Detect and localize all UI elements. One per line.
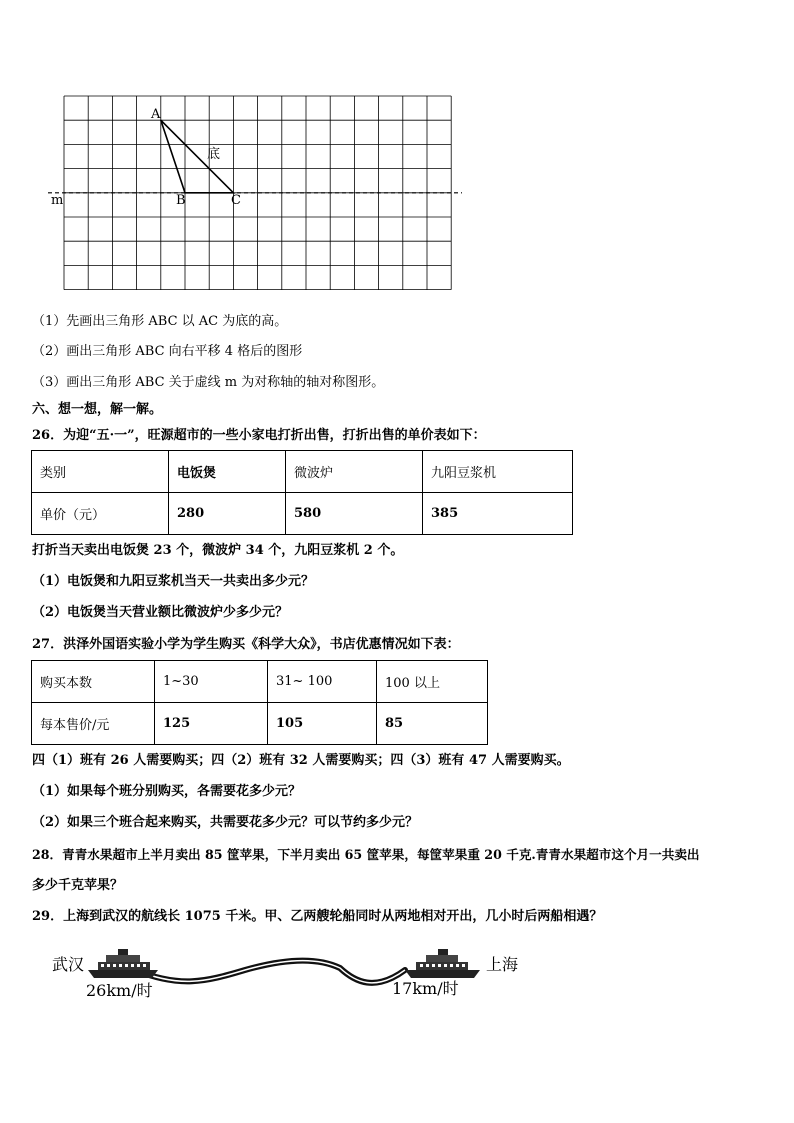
left-city-label: 武汉	[52, 955, 85, 974]
q28-line2: 多少千克苹果？	[32, 878, 124, 893]
table-cell: 85	[377, 703, 488, 745]
table-cell: 125	[155, 703, 268, 745]
q26-sub2: （2）电饭煲当天营业额比微波炉少多少元？	[32, 605, 289, 620]
grid-figure	[40, 90, 470, 295]
table-row	[32, 451, 573, 493]
table-cell: 微波炉	[286, 451, 423, 493]
table-cell: 385	[423, 493, 573, 535]
grid-svg	[40, 90, 470, 295]
ship-right-icon	[405, 949, 480, 978]
river-figure	[40, 940, 540, 1010]
table-cell: 九阳豆浆机	[423, 451, 573, 493]
instruction-1: （1）先画出三角形 ABC 以 AC 为底的高。	[32, 314, 288, 329]
table-cell: 类别	[32, 451, 169, 493]
instruction-2: （2）画出三角形 ABC 向右平移 4 格后的图形	[32, 344, 303, 359]
q27-discount-table	[31, 660, 488, 745]
table-cell: 每本售价/元	[32, 703, 155, 745]
q26-price-table	[31, 450, 573, 535]
label-base: 底	[207, 147, 221, 162]
q27-classes: 四（1）班有 26 人需要购买；四（2）班有 32 人需要购买；四（3）班有 47 人需要购买。	[32, 753, 570, 768]
table-row	[32, 661, 488, 703]
table-cell: 100 以上	[377, 661, 488, 703]
left-speed-label: 26km/时	[86, 981, 153, 1000]
instruction-3: （3）画出三角形 ABC 关于虚线 m 为对称轴的轴对称图形。	[32, 375, 385, 390]
label-point-a: A	[151, 107, 161, 122]
label-line-m: m	[51, 193, 64, 208]
table-cell: 580	[286, 493, 423, 535]
q27-sub2: （2）如果三个班合起来购买，共需要花多少元？可以节约多少元？	[32, 815, 419, 830]
table-cell: 单价（元）	[32, 493, 169, 535]
table-row	[32, 703, 488, 745]
q29-prompt: 29．上海到武汉的航线长 1075 千米。甲、乙两艘轮船同时从两地相对开出，几小时后两船相遇？	[32, 909, 603, 924]
right-city-label: 上海	[486, 955, 519, 974]
table-cell: 电饭煲	[169, 451, 286, 493]
table-cell: 购买本数	[32, 661, 155, 703]
label-point-b: B	[176, 193, 186, 208]
table-cell: 280	[169, 493, 286, 535]
q26-sales: 打折当天卖出电饭煲 23 个，微波炉 34 个，九阳豆浆机 2 个。	[32, 543, 404, 558]
q27-prompt: 27．洪泽外国语实验小学为学生购买《科学大众》，书店优惠情况如下表：	[32, 637, 460, 652]
table-cell: 1~30	[155, 661, 268, 703]
q26-sub1: （1）电饭煲和九阳豆浆机当天一共卖出多少元？	[32, 574, 315, 589]
q27-sub1: （1）如果每个班分别购买，各需要花多少元？	[32, 784, 302, 799]
label-point-c: C	[231, 193, 241, 208]
section-title: 六、想一想，解一解。	[32, 402, 163, 417]
table-row	[32, 493, 573, 535]
right-speed-label: 17km/时	[392, 979, 459, 998]
q26-prompt: 26．为迎“五·一”，旺源超市的一些小家电打折出售，打折出售的单价表如下：	[32, 428, 486, 443]
ship-left-icon	[88, 949, 158, 978]
table-cell: 31~ 100	[268, 661, 377, 703]
q28-line1: 28．青青水果超市上半月卖出 85 筐苹果，下半月卖出 65 筐苹果，每筐苹果重 20 千克.青青水果超市这个月一共卖出	[32, 847, 700, 862]
table-cell: 105	[268, 703, 377, 745]
triangle-abc	[161, 120, 234, 193]
